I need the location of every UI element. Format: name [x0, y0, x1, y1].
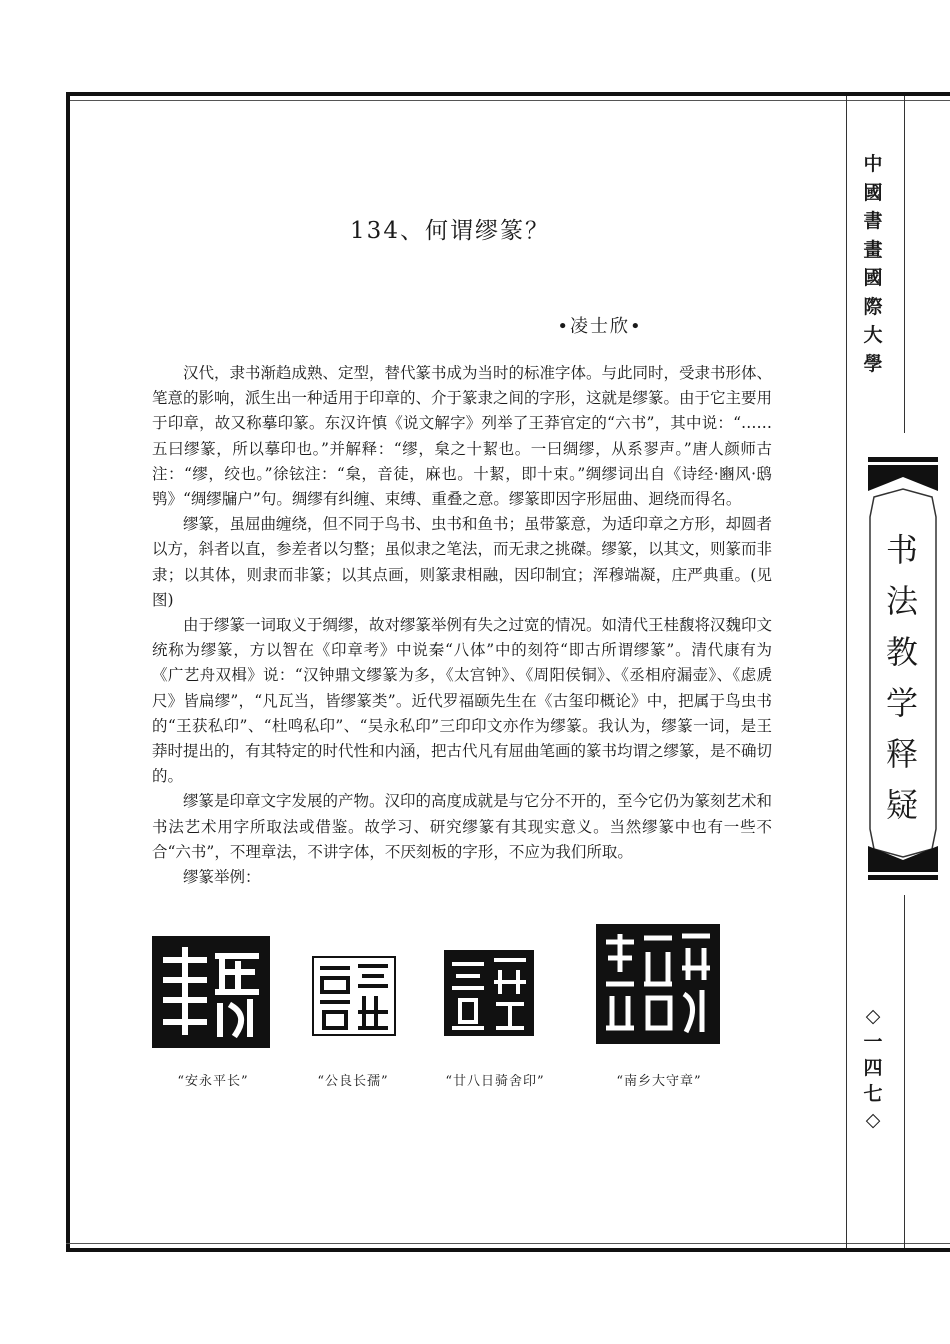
- page-number-char: 一: [863, 1031, 883, 1053]
- school-name-char: 書: [863, 210, 883, 232]
- school-name-char: 際: [863, 295, 883, 318]
- school-name-char: 學: [863, 352, 883, 375]
- school-name-char: 中: [863, 153, 883, 175]
- sidebar-rule-left: [846, 96, 847, 1248]
- sidebar-rule-right-upper: [904, 96, 905, 433]
- seal-caption-1: “安永平长”: [177, 1074, 249, 1089]
- frame-inner-bottom-rule: [66, 1243, 950, 1244]
- school-name-char: 畫: [863, 238, 883, 261]
- school-name-char: 國: [863, 267, 883, 289]
- paragraph-5: 缪篆举例：: [183, 868, 261, 887]
- book-title-char: 释: [885, 735, 918, 773]
- frame-bottom-border: [66, 1248, 950, 1252]
- article-author: •凌士欣•: [557, 316, 643, 337]
- sidebar-bottom-band: [868, 846, 938, 880]
- paragraph-2: 缪篆，虽屈曲缠绕，但不同于鸟书、虫书和鱼书；虽带篆意，为适印章之方形，却圆者以方，斜者以直，参差者以匀整；虽似隶之笔法，而无隶之挑磔。缪篆，以其文，则篆而非隶；以其体，则隶而非篆；以其点画，则篆隶相融，因印制宜；浑穆端凝，庄严典重。(见图): [152, 515, 773, 609]
- sidebar-top-band: [868, 457, 938, 491]
- seal-examples: [150, 920, 770, 1100]
- frame-left-border: [66, 92, 70, 1252]
- paragraph-4: 缪篆是印章文字发展的产物。汉印的高度成就是与它分不开的，至今它仍为篆刻艺术和书法艺术用字所取法或借鉴。故学习、研究缪篆有其现实意义。当然缪篆中也有一些不合“六书”，不理章法，不讲字体，不厌刻板的字形，不应为我们所取。: [152, 792, 773, 861]
- seal-caption-4: “南乡大守章”: [616, 1074, 702, 1089]
- paragraph-1: 汉代，隶书渐趋成熟、定型，替代篆书成为当时的标准字体。与此同时，受隶书形体、笔意的影响，派生出一种适用于印章的、介于篆隶之间的字形，这就是缪篆。由于它主要用于印章，故又称摹印篆。东汉许慎《说文解字》列举了王莽官定的“六书”，其中说：“……五曰缪篆，所以摹印也。”并解释：“缪，枲之十絜也。一曰绸缪，从系翏声。”唐人颜师古注：“缪，绞也。”徐铉注：“枲，音徒，麻也。十絜，即十束。”绸缪词出自《诗经·豳风·鸱鸮》“绸缪牖户”句。绸缪有纠缠、束缚、重叠之意。缪篆即因字形屈曲、迴绕而得名。: [152, 364, 773, 509]
- book-title-char: 学: [885, 684, 918, 722]
- page-number-char: 七: [863, 1083, 883, 1105]
- book-title-char: 法: [885, 582, 918, 620]
- paragraph-3: 由于缪篆一词取义于绸缪，故对缪篆举例有失之过宽的情况。如清代王桂馥将汉魏印文统称为缪篆，方以智在《印章考》中说秦“八体”中的刻符“即古所谓缪篆”。清代康有为《广艺舟双楫》说：“汉钟鼎文缪篆为多，《太宫钟》、《周阳侯铜》、《丞相府漏壶》、《虑虒尺》皆扁缪”，“凡瓦当，皆缪篆类”。近代罗福颐先生在《古玺印概论》中，把属于鸟虫书的“王获私印”、“杜鸣私印”、“吴永私印”三印印文亦作为缪篆。我认为，缪篆一词，是王莽时提出的，有其特定的时代性和内涵，把古代凡有屈曲笔画的篆书均谓之缪篆，是不确切的。: [152, 616, 773, 786]
- article-title: 134、何谓缪篆？: [350, 218, 550, 244]
- article-body: [152, 361, 772, 890]
- book-title-char: 疑: [885, 786, 918, 824]
- page-number-char: ◇: [865, 1005, 881, 1027]
- book-title-vertical: [872, 525, 932, 831]
- frame-inner-top-rule: [66, 100, 950, 101]
- page-number-char: ◇: [865, 1109, 881, 1131]
- page-number-vertical: [858, 1003, 888, 1133]
- page-number-char: 四: [863, 1057, 883, 1079]
- book-title-char: 书: [885, 531, 918, 569]
- school-name-char: 國: [863, 181, 883, 204]
- seal-image-3: [444, 950, 534, 1036]
- seal-caption-3: “廿八日骑舍印”: [445, 1074, 545, 1089]
- sidebar-rule-right-lower: [904, 895, 905, 1248]
- school-name-char: 大: [863, 324, 883, 346]
- seal-image-2: [312, 956, 396, 1036]
- seal-caption-2: “公良长孺”: [317, 1074, 389, 1089]
- seal-image-1: [152, 936, 270, 1048]
- school-name-vertical: [858, 150, 888, 378]
- seal-image-4: [596, 924, 720, 1044]
- frame-top-border: [66, 92, 950, 96]
- book-title-char: 教: [885, 633, 918, 671]
